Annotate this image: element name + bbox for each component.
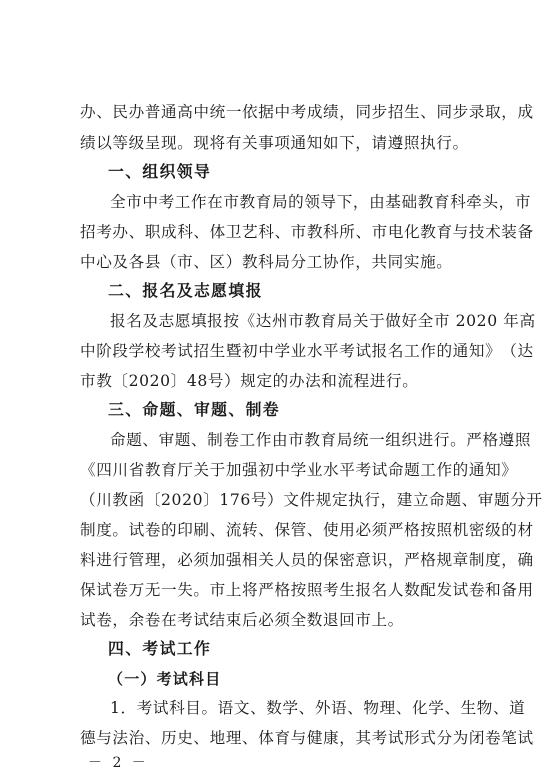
paragraph-line: 料 进 行 管 理 ， 必 须 加 强 相 关 人 员 的 保 密 意 识 ， 严 格 规 章 制 度 ， 确 xyxy=(80,551,534,569)
paragraph-line: 市教〔2020〕48号）规定的办法和流程进行。 xyxy=(80,372,419,390)
paragraph-line: 保 试 卷 万 无 一 失 。 市 上 将 严 格 按 照 考 生 报 名 人 数 配 发 试 卷 和 备 用 xyxy=(80,581,534,599)
paragraph-line: （ 川 教 函 〔 2 0 2 0 〕 1 7 6 号 ） 文 件 规 定 执 行 ， 建 立 命 题 、 审 题 分 开 xyxy=(80,491,543,509)
page-number: － 2 － xyxy=(88,755,149,771)
section-heading: 三、命题、审题、制卷 xyxy=(108,400,280,419)
paragraph-line: 试卷，余卷在考试结束后必须全数退回市上。 xyxy=(80,611,404,629)
section-heading: 一、组织领导 xyxy=(108,162,212,181)
section-heading: 二、报名及志愿填报 xyxy=(108,281,263,300)
paragraph-line: 制 度 。 试 卷 的 印 刷 、 流 转 、 保 管 、 使 用 必 须 严 格 按 照 机 密 级 的 材 xyxy=(80,521,534,539)
section-heading: 四、考试工作 xyxy=(108,639,212,658)
paragraph-line: 全市中考工作在市教育局的领导下，由基础教育科牵头，市 xyxy=(110,193,532,211)
paragraph-line: 1．考试科目。语文、数学、外语、物理、化学、生物、道 xyxy=(110,699,526,717)
paragraph-line: 报名及志愿填报按《达州市教育局关于做好全市 2020 年高 xyxy=(110,312,536,330)
paragraph-line: 中心及各县（市、区）教科局分工协作，共同实施。 xyxy=(80,253,453,271)
paragraph-line: 绩以等级呈现。现将有关事项通知如下，请遵照执行。 xyxy=(80,134,469,152)
paragraph-line: 办 、 民 办 普 通 高 中 统 一 依 据 中 考 成 绩 ， 同 步 招 生 、 同 步 录 取 ， 成 xyxy=(80,103,534,121)
subsection-heading: （一）考试科目 xyxy=(108,670,222,688)
paragraph-line: 命题、审题、制卷工作由市教育局统一组织进行。严格遵照 xyxy=(110,431,532,449)
paragraph-line: 中 阶 段 学 校 考 试 招 生 暨 初 中 学 业 水 平 考 试 报 名 工 作 的 通 知 》 （ 达 xyxy=(80,342,534,360)
paragraph-line: 德 与 法 治 、 历 史 、 地 理 、 体 育 与 健 康 ， 其 考 试 形 式 分 为 闭 卷 笔 试 xyxy=(80,729,534,747)
paragraph-line: 招 考 办 、 职 成 科 、 体 卫 艺 科 、 市 教 科 所 、 市 电 化 教 育 与 技 术 装 备 xyxy=(80,223,534,241)
paragraph-line: 《 四 川 省 教 育 厅 关 于 加 强 初 中 学 业 水 平 考 试 命 题 工 作 的 通 知 》 xyxy=(80,461,518,479)
